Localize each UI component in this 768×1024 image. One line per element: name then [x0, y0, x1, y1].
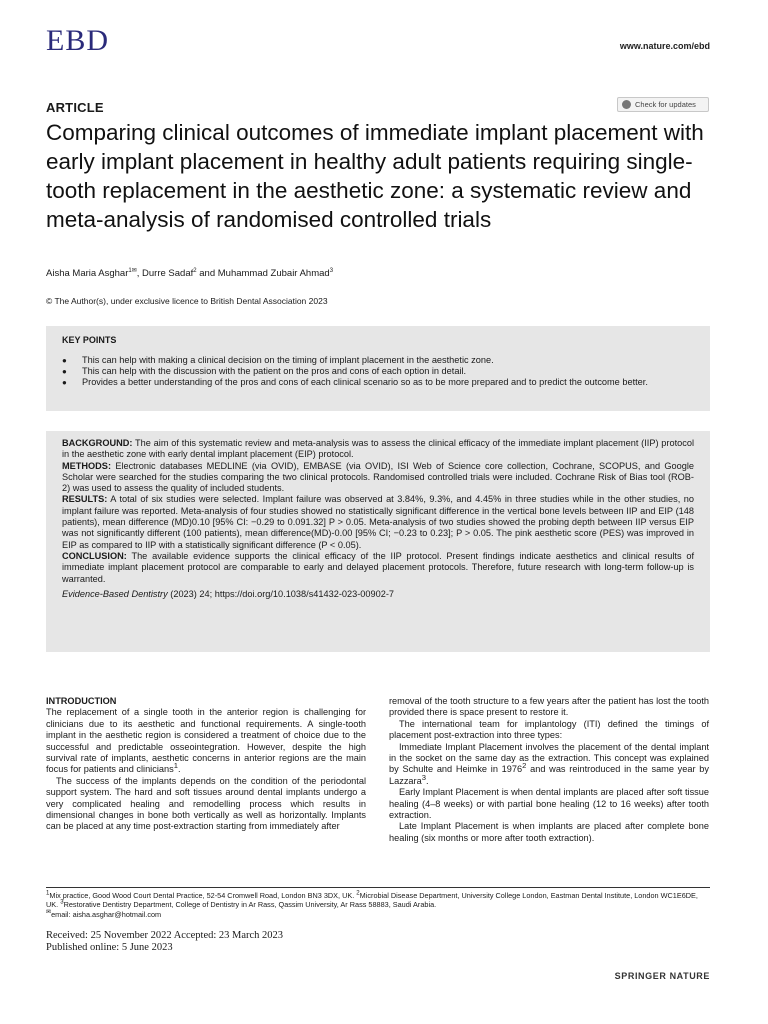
check-for-updates-label: Check for updates: [635, 100, 696, 109]
body-text: Immediate Implant Placement involves the placement of the dental implant in the socket on the same day as the extraction. This concept was explained by Schulte and Heimke in 1976: [389, 741, 709, 775]
author-name[interactable]: Muhammad Zubair Ahmad: [217, 268, 330, 279]
key-points-list: [62, 355, 694, 388]
key-point-item: ● Provides a better understanding of the pros and cons of each clinical scenario so as to be more prepared and to predict the outcome better.: [62, 377, 694, 388]
body-paragraph: The success of the implants depends on the condition of the periodontal support system. The hard and soft tissues around dental implants undergo a very complicated healing and remodelling process which results in dimensional changes in bone both vertically as well as horizontally. Implants can be placed at any time post-extraction starting from immediately after: [46, 775, 366, 832]
author-affiliation-marker: 2: [193, 267, 197, 274]
reference-link[interactable]: 2: [522, 761, 527, 771]
received-accepted-dates: Received: 25 November 2022 Accepted: 23 March 2023: [46, 930, 284, 941]
section-label: ARTICLE: [46, 100, 104, 115]
publication-dates: [46, 930, 283, 954]
body-paragraph: [46, 707, 366, 775]
author-affiliation-marker: 3: [329, 267, 334, 274]
author-separator: ,: [136, 268, 143, 279]
author-list: [46, 268, 333, 279]
article-title: Comparing clinical outcomes of immediate implant placement with early implant placement in healthy adult patients requiring single-tooth replacement in the aesthetic zone: a systematic review and meta-analysis of randomised controlled trials: [46, 120, 704, 232]
abstract-background: [62, 438, 694, 461]
copyright-notice: © The Author(s), under exclusive licence to British Dental Association 2023: [46, 296, 328, 306]
abstract-conclusion: [62, 551, 694, 585]
key-points-box: [46, 326, 710, 411]
key-point-item: ● This can help with making a clinical decision on the timing of implant placement in the aesthetic zone.: [62, 355, 694, 366]
citation-doi-link[interactable]: (2023) 24; https://doi.org/10.1038/s41432-023-00902-7: [167, 588, 394, 599]
body-paragraph: Early Implant Placement is when dental implants are placed after soft tissue healing (4–8 weeks) or with partial bone healing (12 to 16 weeks) after tooth extraction.: [389, 787, 709, 821]
email-icon: ✉: [46, 908, 52, 916]
check-for-updates-button[interactable]: [617, 97, 709, 112]
reference-link[interactable]: 1: [173, 761, 178, 771]
abstract-results-text: A total of six studies were selected. Implant failure was observed at 3.84%, 9.3%, and 4.45% in three studies while in the other studies, no implant failure was reported. Meta-analysis of four studies showed no statistically significant difference in the vertical bone levels between IIP and EIP (148 patients), mean difference (MD)0.10 [95% CI: −0.29 to 0.091.32] P > 0.05. Meta-analysis of two studies showed the probing depth between IIP versus EIP was not significantly different (100 patients), mean difference(MD)-0.00 [95% CI; −0.23 to 0.23]; P > 0.05. The pink aesthetic score (PES) was improved in EIP as compared to IIP with a statistically significant difference (P < 0.05).: [62, 494, 694, 550]
body-text: and was reintroduced in the same year by Lazzara: [389, 764, 709, 786]
abstract-background-text: The aim of this systematic review and meta-analysis was to assess the clinical efficacy of the immediate implant placement (IIP) protocol in the aesthetic zone with early dental implant placement (EIP) protocol.: [62, 438, 694, 460]
abstract-conclusion-text: The available evidence supports the clinical efficacy of the IIP protocol. Present findings indicate aesthetics and clinical results of immediate implant placement protocol are comparable to early and delayed placement protocols. Therefore, future research with long-term follow-up is warranted.: [62, 550, 694, 584]
key-points-heading: KEY POINTS: [62, 335, 117, 345]
reference-link[interactable]: 3: [421, 772, 426, 782]
body-paragraph: [389, 742, 709, 788]
footnote-marker: 1: [46, 889, 50, 897]
abstract-methods-label: METHODS:: [62, 460, 111, 471]
abstract-methods: [62, 461, 694, 495]
affiliation-text: Microbial Disease Department, University College London, Eastman Dental Institute, London WC1E6DE, UK.: [46, 891, 698, 910]
journal-logo: EBD: [46, 24, 109, 57]
citation-journal: Evidence-Based Dentistry: [62, 588, 168, 599]
author-name[interactable]: Aisha Maria Asghar: [46, 268, 129, 279]
corresponding-email[interactable]: email: aisha.asghar@hotmail.com: [51, 909, 162, 919]
key-point-item: ● This can help with the discussion with the patient on the pros and cons of each option in detail.: [62, 366, 694, 377]
footnote-marker: 2: [356, 889, 360, 897]
abstract-results-label: RESULTS:: [62, 494, 108, 505]
footnote-marker: 3: [60, 898, 64, 906]
body-paragraph: The international team for implantology (ITI) defined the timings of placement post-extraction into three types:: [389, 718, 709, 741]
affiliation-footnotes: [46, 891, 710, 919]
introduction-heading: INTRODUCTION: [46, 696, 117, 706]
author-affiliation-marker: 1✉: [128, 267, 137, 274]
publisher-logo: SPRINGER NATURE: [614, 971, 710, 981]
update-check-icon: [622, 100, 631, 109]
abstract-methods-text: Electronic databases MEDLINE (via OVID), EMBASE (via OVID), ISI Web of Science core collection, Cochrane, SCOPUS, and Google Scholar were searched for the studies comparing the two clinical protocols. Randomised controlled trials were included. Cochrane Risk of Bias tool (ROB-2) was used to assess the quality of included students.: [62, 460, 694, 494]
abstract-background-label: BACKGROUND:: [62, 438, 133, 448]
published-date: Published online: 5 June 2023: [46, 942, 173, 953]
citation: [62, 589, 694, 600]
body-column-right: [389, 696, 709, 844]
body-column-left: [46, 696, 366, 833]
body-text: .: [177, 764, 181, 775]
body-text: .: [425, 775, 429, 786]
abstract-results: [62, 494, 694, 550]
affiliation-text: Mix practice, Good Wood Court Dental Practice, 52-54 Cromwell Road, London BN3 3DX, UK.: [49, 891, 357, 900]
body-paragraph: removal of the tooth structure to a few years after the patient has lost the tooth provided there is space present to restore it.: [389, 696, 709, 718]
body-text: The replacement of a single tooth in the anterior region is challenging for clinicians due to its aesthetic and functional requirements. A single-tooth implant in the aesthetic region is considered a treatment of choice due to the successful and predictable osseointegration. However, despite the high survival rate of implants, aesthetic concerns in anterior regions are the main focus for patients and clinicians: [46, 707, 366, 775]
abstract-conclusion-label: CONCLUSION:: [62, 550, 127, 561]
body-paragraph: Late Implant Placement is when implants are placed after complete bone healing (six months or more after tooth extraction).: [389, 821, 709, 843]
journal-url-link[interactable]: www.nature.com/ebd: [619, 41, 710, 51]
author-conjunction: and: [196, 268, 218, 279]
abstract-box: [46, 431, 710, 652]
affiliation-text: Restorative Dentistry Department, College of Dentistry in Ar Rass, Qassim University, Ar Rass 58883, Saudi Arabia.: [63, 900, 437, 910]
author-name[interactable]: Durre Sadaf: [142, 268, 194, 279]
footnote-divider: [46, 887, 710, 888]
